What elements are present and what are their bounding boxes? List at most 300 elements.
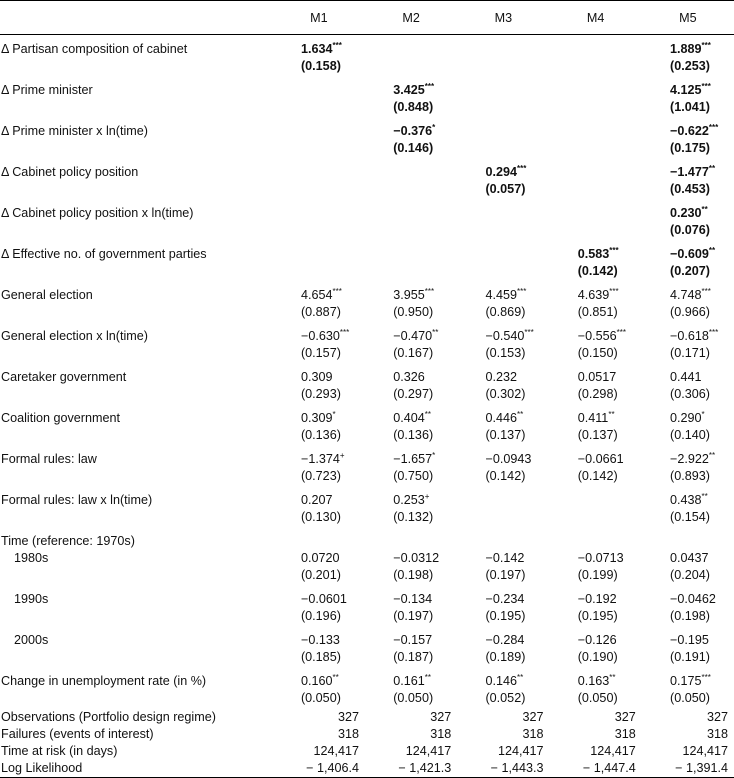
cell-m1 <box>273 444 365 485</box>
cell-m3 <box>457 157 549 198</box>
stat-value-m1 <box>273 743 365 760</box>
standard-error: (0.050) <box>670 691 710 705</box>
row-label: 2000s <box>14 633 49 647</box>
coefficient <box>301 410 359 427</box>
coefficient <box>485 287 543 304</box>
stat-value: 318 <box>706 727 728 741</box>
coefficient-value: 0.175 <box>670 674 702 688</box>
table-row <box>0 321 734 362</box>
stat-row <box>0 726 734 743</box>
stat-value: 124,417 <box>497 744 544 758</box>
coefficient <box>670 369 728 386</box>
coefficient <box>578 673 636 690</box>
row-label: General election <box>1 288 93 302</box>
cell-m4 <box>549 403 641 444</box>
significance-stars: ** <box>609 672 616 682</box>
coefficient <box>485 410 543 427</box>
standard-error: (0.453) <box>670 182 710 196</box>
significance-stars: *** <box>332 286 342 296</box>
standard-error: (0.851) <box>577 305 618 319</box>
table-body <box>0 35 734 778</box>
cell-m5 <box>642 485 734 526</box>
coefficient-value: 0.326 <box>393 370 425 384</box>
standard-error: (0.050) <box>393 691 434 705</box>
coefficient <box>578 451 636 468</box>
cell-m1 <box>273 526 365 550</box>
cell-m2 <box>365 444 457 485</box>
cell-m2 <box>365 485 457 526</box>
cell-m3 <box>457 321 549 362</box>
cell-m1 <box>273 584 365 625</box>
coefficient-value: 4.748 <box>670 288 702 302</box>
significance-stars: *** <box>701 81 711 91</box>
standard-error: (0.076) <box>670 223 710 237</box>
coefficient-value: 0.404 <box>393 411 425 425</box>
coefficient-value: 0.446 <box>485 411 517 425</box>
cell-m5 <box>642 321 734 362</box>
cell-m4 <box>549 198 641 239</box>
standard-error: (0.198) <box>393 568 434 582</box>
coefficient-value: −0.0312 <box>393 551 440 565</box>
coefficient-value: 0.232 <box>485 370 517 384</box>
significance-stars: *** <box>332 40 342 50</box>
cell-m4 <box>549 35 641 76</box>
coefficient <box>485 550 543 567</box>
row-label: General election x ln(time) <box>1 329 148 343</box>
cell-m4 <box>549 116 641 157</box>
coefficient-value: 0.163 <box>577 674 610 688</box>
table-row <box>0 403 734 444</box>
coefficient-value: −0.540 <box>485 329 525 343</box>
standard-error: (0.136) <box>300 428 341 442</box>
standard-error: (0.950) <box>393 305 434 319</box>
coefficient <box>301 632 359 649</box>
coefficient <box>578 328 636 345</box>
coefficient <box>485 591 543 608</box>
stat-value: − 1,391.4 <box>675 761 728 775</box>
cell-m5 <box>642 157 734 198</box>
coefficient <box>485 369 543 386</box>
coefficient <box>393 591 451 608</box>
significance-stars: *** <box>424 286 435 296</box>
stat-value: 318 <box>614 727 636 741</box>
standard-error: (0.132) <box>393 510 434 524</box>
coefficient <box>301 328 359 345</box>
header-row <box>0 1 734 35</box>
coefficient <box>301 451 359 468</box>
table-row <box>0 157 734 198</box>
cell-m3 <box>457 444 549 485</box>
coefficient-value: 0.0437 <box>670 551 709 565</box>
coefficient-value: 0.230 <box>670 206 702 220</box>
cell-m3 <box>457 35 549 76</box>
stat-value-m5 <box>642 760 734 778</box>
row-label: Formal rules: law x ln(time) <box>1 493 153 507</box>
significance-stars: ** <box>701 204 708 214</box>
standard-error: (0.195) <box>577 609 618 623</box>
significance-stars: * <box>332 409 336 419</box>
cell-m2 <box>365 157 457 198</box>
table-row <box>0 625 734 666</box>
column-header-m4: M4 <box>586 10 605 25</box>
cell-m4 <box>549 239 641 280</box>
stat-value: 327 <box>522 710 544 724</box>
stat-value-m2 <box>365 760 457 778</box>
significance-stars: *** <box>701 286 711 296</box>
stat-value-m4 <box>549 726 641 743</box>
coefficient-value: −0.630 <box>300 329 340 343</box>
coefficient <box>670 632 728 649</box>
coefficient <box>301 673 359 690</box>
standard-error: (0.201) <box>300 568 341 582</box>
stat-label: Failures (events of interest) <box>1 727 154 741</box>
coefficient <box>578 632 636 649</box>
significance-stars: ** <box>517 409 524 419</box>
significance-stars: ** <box>701 491 708 501</box>
table-row <box>0 362 734 403</box>
coefficient-value: −1.657 <box>393 452 433 466</box>
standard-error: (0.196) <box>300 609 341 623</box>
table-row <box>0 584 734 625</box>
standard-error: (0.198) <box>670 609 710 623</box>
coefficient <box>393 492 451 509</box>
table-row <box>0 116 734 157</box>
stat-value-m1 <box>273 707 365 726</box>
significance-stars: ** <box>424 672 431 682</box>
cell-m2 <box>365 35 457 76</box>
coefficient <box>301 369 359 386</box>
row-label: Δ Partisan composition of cabinet <box>1 42 188 56</box>
row-label: Δ Effective no. of government parties <box>1 247 207 261</box>
standard-error: (0.150) <box>577 346 618 360</box>
significance-stars: *** <box>524 327 534 337</box>
standard-error: (0.136) <box>393 428 434 442</box>
row-label: Δ Cabinet policy position x ln(time) <box>1 206 194 220</box>
cell-m4 <box>549 526 641 550</box>
cell-m4 <box>549 280 641 321</box>
table-row <box>0 239 734 280</box>
cell-m1 <box>273 239 365 280</box>
coefficient-value: 0.309 <box>300 411 333 425</box>
coefficient-value: 0.0517 <box>577 370 617 384</box>
coefficient <box>393 673 451 690</box>
standard-error: (0.154) <box>670 510 710 524</box>
cell-m2 <box>365 75 457 116</box>
table-row <box>0 280 734 321</box>
cell-m5 <box>642 526 734 550</box>
coefficient-value: 0.441 <box>670 370 702 384</box>
coefficient-value: 0.309 <box>300 370 333 384</box>
coefficient-value: −1.477 <box>670 165 709 179</box>
cell-m4 <box>549 625 641 666</box>
coefficient-value: 4.639 <box>577 288 610 302</box>
table-row <box>0 666 734 707</box>
standard-error: (0.750) <box>393 469 434 483</box>
standard-error: (0.142) <box>485 469 526 483</box>
table-row <box>0 198 734 239</box>
coefficient <box>393 632 451 649</box>
coefficient-value: 4.654 <box>300 288 333 302</box>
coefficient <box>393 123 451 140</box>
significance-stars: *** <box>517 286 527 296</box>
cell-m3 <box>457 550 549 584</box>
standard-error: (0.050) <box>577 691 618 705</box>
cell-m2 <box>365 666 457 707</box>
cell-m5 <box>642 550 734 584</box>
header-label-cell <box>0 1 273 35</box>
cell-m2 <box>365 362 457 403</box>
standard-error: (0.189) <box>485 650 526 664</box>
standard-error: (0.204) <box>670 568 710 582</box>
cell-m2 <box>365 526 457 550</box>
coefficient-value: −0.0713 <box>577 551 624 565</box>
cell-m5 <box>642 35 734 76</box>
standard-error: (0.185) <box>300 650 341 664</box>
cell-m1 <box>273 198 365 239</box>
cell-m3 <box>457 625 549 666</box>
cell-m4 <box>549 157 641 198</box>
significance-stars: ** <box>708 450 716 460</box>
coefficient <box>485 328 543 345</box>
coefficient <box>393 369 451 386</box>
coefficient-value: −0.556 <box>577 329 617 343</box>
coefficient-value: 0.294 <box>485 165 517 179</box>
stat-value: 124,417 <box>313 744 359 758</box>
row-label: Change in unemployment rate (in %) <box>1 674 207 688</box>
significance-stars: * <box>432 122 436 132</box>
significance-stars: *** <box>609 245 619 255</box>
standard-error: (0.298) <box>577 387 618 401</box>
standard-error: (0.207) <box>670 264 710 278</box>
coefficient-value: −0.142 <box>485 551 525 565</box>
coefficient <box>578 550 636 567</box>
coefficient <box>301 550 359 567</box>
coefficient <box>670 41 728 58</box>
coefficient <box>670 246 728 263</box>
coefficient <box>670 328 728 345</box>
cell-m3 <box>457 403 549 444</box>
coefficient <box>670 550 728 567</box>
standard-error: (0.171) <box>670 346 710 360</box>
cell-m4 <box>549 584 641 625</box>
column-header-m2: M2 <box>402 10 420 25</box>
stat-value-m2 <box>365 726 457 743</box>
column-header-m1: M1 <box>310 10 328 25</box>
significance-stars: *** <box>708 327 719 337</box>
standard-error: (0.153) <box>485 346 526 360</box>
standard-error: (0.293) <box>300 387 341 401</box>
stat-value-m3 <box>457 707 549 726</box>
stat-value-m4 <box>549 760 641 778</box>
cell-m3 <box>457 198 549 239</box>
cell-m1 <box>273 485 365 526</box>
significance-stars: ** <box>424 409 431 419</box>
stat-value-m1 <box>273 760 365 778</box>
stat-value: 327 <box>706 710 728 724</box>
cell-m4 <box>549 444 641 485</box>
cell-m1 <box>273 75 365 116</box>
stat-value-m4 <box>549 707 641 726</box>
table-row <box>0 75 734 116</box>
coefficient-value: 4.125 <box>670 83 702 97</box>
coefficient <box>485 673 543 690</box>
coefficient <box>578 410 636 427</box>
coefficient <box>578 591 636 608</box>
coefficient <box>670 410 728 427</box>
cell-m4 <box>549 321 641 362</box>
coefficient-value: 0.438 <box>670 493 702 507</box>
coefficient-value: −0.0601 <box>300 592 347 606</box>
row-label: Time (reference: 1970s) <box>1 534 135 548</box>
coefficient <box>393 287 451 304</box>
cell-m2 <box>365 198 457 239</box>
coefficient-value: −0.133 <box>300 633 340 647</box>
coefficient-value: 1.889 <box>670 42 702 56</box>
coefficient-value: 0.290 <box>670 411 702 425</box>
coefficient-value: −0.195 <box>670 633 709 647</box>
stat-row <box>0 707 734 726</box>
standard-error: (0.848) <box>393 100 434 114</box>
coefficient-value: 0.161 <box>393 674 425 688</box>
coefficient-value: 0.160 <box>300 674 333 688</box>
standard-error: (1.041) <box>670 100 710 114</box>
coefficient <box>301 41 359 58</box>
table-row <box>0 35 734 76</box>
coefficient <box>393 328 451 345</box>
coefficient <box>670 123 728 140</box>
table-row <box>0 550 734 584</box>
coefficient-value: −0.376 <box>393 124 433 138</box>
standard-error: (0.140) <box>670 428 710 442</box>
coefficient <box>485 632 543 649</box>
cell-m3 <box>457 280 549 321</box>
cell-m3 <box>457 584 549 625</box>
coefficient <box>670 591 728 608</box>
cell-m3 <box>457 116 549 157</box>
standard-error: (0.146) <box>393 141 434 155</box>
coefficient <box>393 451 451 468</box>
standard-error: (0.195) <box>485 609 526 623</box>
significance-stars: *** <box>616 327 626 337</box>
cell-m1 <box>273 666 365 707</box>
cell-m5 <box>642 116 734 157</box>
cell-m1 <box>273 362 365 403</box>
standard-error: (0.306) <box>670 387 710 401</box>
significance-stars: ** <box>432 327 439 337</box>
standard-error: (0.869) <box>485 305 526 319</box>
table-header <box>0 1 734 35</box>
standard-error: (0.191) <box>670 650 710 664</box>
stat-value: 327 <box>337 710 359 724</box>
stat-value: 327 <box>430 710 452 724</box>
standard-error: (0.197) <box>393 609 434 623</box>
coefficient-value: 1.634 <box>300 42 333 56</box>
coefficient <box>670 287 728 304</box>
cell-m2 <box>365 550 457 584</box>
coefficient <box>393 82 451 99</box>
cell-m5 <box>642 444 734 485</box>
cell-m2 <box>365 403 457 444</box>
significance-stars: *** <box>609 286 619 296</box>
cell-m3 <box>457 239 549 280</box>
stat-value-m3 <box>457 743 549 760</box>
stat-value: 318 <box>430 727 452 741</box>
significance-stars: *** <box>517 163 527 173</box>
coefficient-value: −0.622 <box>670 124 709 138</box>
coefficient <box>393 410 451 427</box>
significance-stars: *** <box>424 81 435 91</box>
table-row <box>0 526 734 550</box>
coefficient <box>301 492 359 509</box>
stat-value-m5 <box>642 726 734 743</box>
cell-m5 <box>642 403 734 444</box>
significance-stars: ** <box>708 163 716 173</box>
coefficient <box>393 550 451 567</box>
stat-value-m2 <box>365 707 457 726</box>
cell-m3 <box>457 666 549 707</box>
standard-error: (0.142) <box>577 469 618 483</box>
standard-error: (0.137) <box>485 428 526 442</box>
standard-error: (0.130) <box>300 510 341 524</box>
standard-error: (0.723) <box>300 469 341 483</box>
cell-m1 <box>273 321 365 362</box>
stat-value: 124,417 <box>682 744 728 758</box>
standard-error: (0.052) <box>485 691 526 705</box>
cell-m3 <box>457 526 549 550</box>
column-header-m3: M3 <box>494 10 513 25</box>
coefficient-value: −1.374 <box>300 452 340 466</box>
stat-label: Log Likelihood <box>1 761 83 775</box>
stat-value-m5 <box>642 743 734 760</box>
table-row <box>0 444 734 485</box>
cell-m3 <box>457 362 549 403</box>
cell-m1 <box>273 35 365 76</box>
standard-error: (0.197) <box>485 568 526 582</box>
cell-m3 <box>457 485 549 526</box>
significance-stars: ** <box>517 672 524 682</box>
standard-error: (0.297) <box>393 387 434 401</box>
coefficient-value: 0.253 <box>393 493 425 507</box>
coefficient-value: −2.922 <box>670 452 709 466</box>
standard-error: (0.157) <box>300 346 341 360</box>
cell-m2 <box>365 584 457 625</box>
coefficient-value: −0.157 <box>393 633 433 647</box>
stat-value-m5 <box>642 707 734 726</box>
coefficient-value: 0.207 <box>300 493 333 507</box>
coefficient <box>485 451 543 468</box>
significance-stars: ** <box>608 409 615 419</box>
stat-value: 124,417 <box>590 744 636 758</box>
significance-stars: + <box>339 450 345 460</box>
significance-stars: ** <box>332 672 339 682</box>
row-label: Δ Prime minister x ln(time) <box>1 124 148 138</box>
cell-m1 <box>273 157 365 198</box>
coefficient-value: 3.425 <box>393 83 425 97</box>
row-label: Coalition government <box>1 411 121 425</box>
standard-error: (0.190) <box>577 650 618 664</box>
coefficient <box>670 492 728 509</box>
row-label: Δ Cabinet policy position <box>1 165 139 179</box>
cell-m2 <box>365 239 457 280</box>
stat-value: − 1,447.4 <box>582 761 636 775</box>
cell-m5 <box>642 75 734 116</box>
stat-label: Observations (Portfolio design regime) <box>1 710 216 724</box>
standard-error: (0.302) <box>485 387 526 401</box>
standard-error: (0.887) <box>300 305 341 319</box>
significance-stars: * <box>701 409 705 419</box>
cell-m5 <box>642 625 734 666</box>
stat-row <box>0 743 734 760</box>
